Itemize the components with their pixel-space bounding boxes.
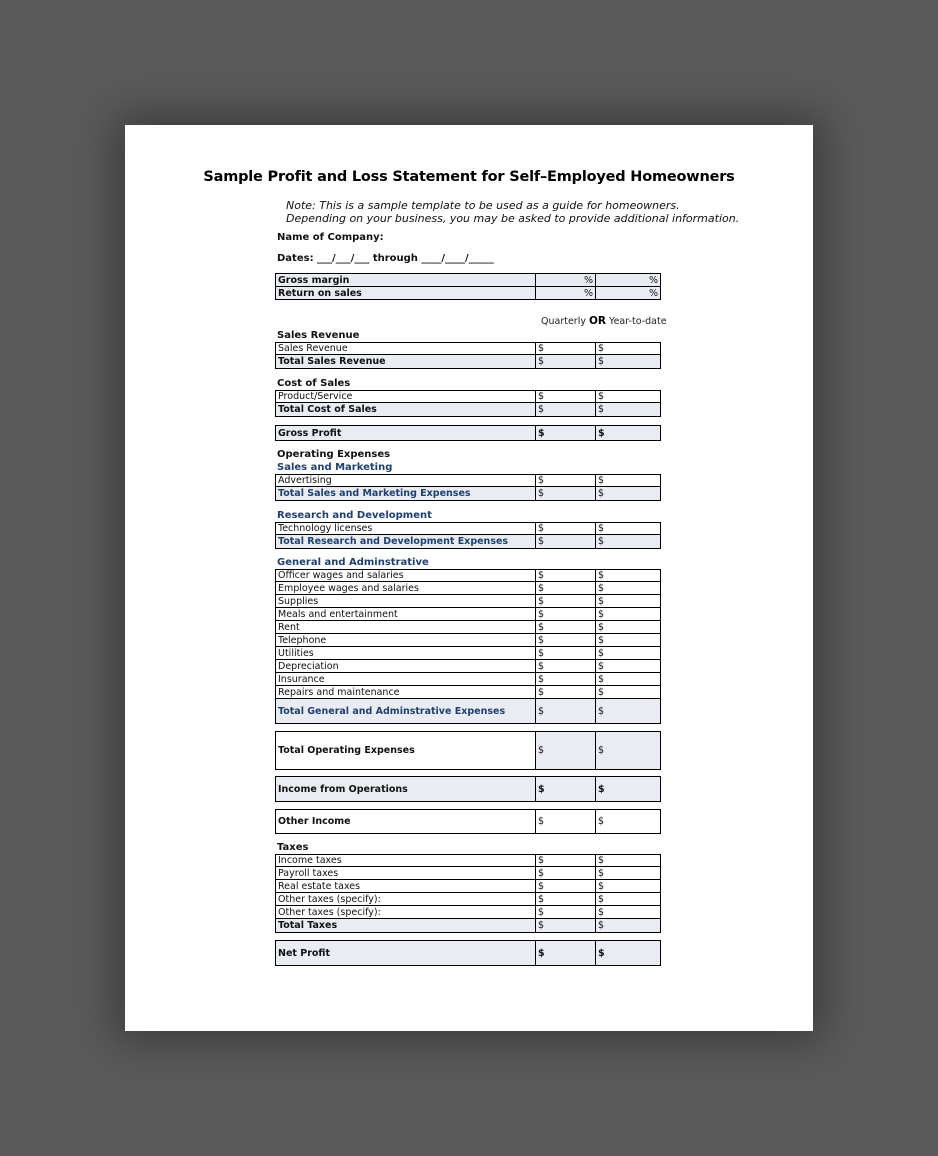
- row-label: Total Sales and Marketing Expenses: [278, 488, 471, 499]
- table-row: [275, 867, 661, 880]
- row-label: Sales Revenue: [278, 343, 348, 354]
- quarterly-cell[interactable]: $: [535, 893, 595, 905]
- total-row-research: [275, 535, 661, 549]
- quarterly-cell[interactable]: $: [535, 732, 595, 769]
- ytd-cell[interactable]: $: [595, 880, 660, 892]
- row-label: Payroll taxes: [278, 867, 339, 879]
- total-row-sales-revenue: [275, 355, 661, 369]
- ratio-row-return-on-sales: [275, 287, 661, 300]
- ytd-cell[interactable]: $: [595, 582, 660, 594]
- column-headers: [541, 315, 667, 327]
- quarterly-cell[interactable]: $: [535, 867, 595, 879]
- row-label: Total Sales Revenue: [278, 356, 386, 367]
- row-label: Total Cost of Sales: [278, 404, 377, 415]
- quarterly-cell[interactable]: $: [535, 475, 595, 486]
- table-row: [275, 474, 661, 487]
- table-row: [275, 854, 661, 867]
- quarterly-cell[interactable]: $: [535, 699, 595, 723]
- total-row-general-admin: [275, 699, 661, 724]
- row-label: Other taxes (specify):: [278, 906, 381, 918]
- table-row: [275, 342, 661, 355]
- ytd-cell[interactable]: $: [595, 686, 660, 698]
- ytd-cell[interactable]: $: [595, 570, 660, 581]
- ratio-ytd-cell[interactable]: %: [595, 274, 660, 286]
- ytd-cell[interactable]: $: [595, 777, 660, 801]
- row-label: Total General and Adminstrative Expenses: [278, 705, 506, 717]
- quarterly-cell[interactable]: $: [535, 855, 595, 866]
- table-row: [275, 686, 661, 699]
- quarterly-cell[interactable]: $: [535, 355, 595, 368]
- total-row-cost-of-sales: [275, 403, 661, 417]
- quarterly-cell[interactable]: $: [535, 919, 595, 932]
- ytd-cell[interactable]: $: [595, 535, 660, 548]
- section-heading-general-admin: General and Adminstrative: [277, 557, 429, 568]
- quarterly-cell[interactable]: $: [535, 487, 595, 500]
- quarterly-cell[interactable]: $: [535, 810, 595, 833]
- other-income-row: [275, 809, 661, 834]
- quarterly-cell[interactable]: $: [535, 906, 595, 918]
- row-label: Income taxes: [278, 855, 342, 866]
- ytd-cell[interactable]: $: [595, 608, 660, 620]
- ytd-cell[interactable]: $: [595, 343, 660, 354]
- row-label: Other Income: [278, 816, 351, 827]
- section-heading-research: Research and Development: [277, 510, 432, 521]
- table-row: [275, 880, 661, 893]
- ytd-header: Year-to-date: [609, 316, 667, 327]
- quarterly-cell[interactable]: $: [535, 570, 595, 581]
- quarterly-cell[interactable]: $: [535, 777, 595, 801]
- ytd-cell[interactable]: $: [595, 355, 660, 368]
- row-label: Meals and entertainment: [278, 608, 398, 620]
- ratio-label: Return on sales: [278, 287, 362, 299]
- ytd-cell[interactable]: $: [595, 426, 660, 440]
- net-profit-row: [275, 940, 661, 966]
- table-row: [275, 906, 661, 919]
- ytd-cell[interactable]: $: [595, 487, 660, 500]
- section-heading-sales-marketing: Sales and Marketing: [277, 462, 393, 473]
- quarterly-cell[interactable]: $: [535, 523, 595, 534]
- ytd-cell[interactable]: $: [595, 673, 660, 685]
- section-heading-cost-of-sales: Cost of Sales: [277, 378, 351, 389]
- ytd-cell[interactable]: $: [595, 919, 660, 932]
- quarterly-cell[interactable]: $: [535, 621, 595, 633]
- table-row: [275, 673, 661, 686]
- row-label: Rent: [278, 621, 300, 633]
- quarterly-cell[interactable]: $: [535, 595, 595, 607]
- gross-profit-row: [275, 425, 661, 441]
- row-label: Utilities: [278, 647, 314, 659]
- row-label: Advertising: [278, 475, 332, 486]
- row-label: Gross Profit: [278, 427, 342, 439]
- quarterly-cell[interactable]: $: [535, 634, 595, 646]
- quarterly-cell[interactable]: $: [535, 535, 595, 548]
- ytd-cell[interactable]: $: [595, 906, 660, 918]
- note-line-2: Depending on your business, you may be asked to provide additional information.: [286, 212, 740, 225]
- section-heading-taxes: Taxes: [277, 842, 309, 853]
- ytd-cell[interactable]: $: [595, 855, 660, 866]
- row-label: Real estate taxes: [278, 880, 361, 892]
- quarterly-cell[interactable]: $: [535, 941, 595, 965]
- row-label: Product/Service: [278, 391, 353, 402]
- ytd-cell[interactable]: $: [595, 647, 660, 659]
- quarterly-cell[interactable]: $: [535, 582, 595, 594]
- section-heading-operating-expenses: Operating Expenses: [277, 449, 391, 460]
- quarterly-header: Quarterly: [541, 316, 586, 327]
- table-row: [275, 522, 661, 535]
- quarterly-cell[interactable]: $: [535, 686, 595, 698]
- row-label: Depreciation: [278, 660, 339, 672]
- row-label: Officer wages and salaries: [278, 570, 404, 581]
- table-row: [275, 569, 661, 582]
- row-label: Total Taxes: [278, 920, 338, 931]
- table-row: [275, 634, 661, 647]
- ytd-cell[interactable]: $: [595, 732, 660, 769]
- quarterly-cell[interactable]: $: [535, 673, 595, 685]
- quarterly-cell[interactable]: $: [535, 343, 595, 354]
- ytd-cell[interactable]: $: [595, 523, 660, 534]
- ytd-cell[interactable]: $: [595, 660, 660, 672]
- table-row: [275, 582, 661, 595]
- section-heading-sales-revenue: Sales Revenue: [277, 330, 360, 341]
- or-header: OR: [589, 315, 607, 327]
- document-page: [125, 125, 813, 1031]
- ytd-cell[interactable]: $: [595, 810, 660, 833]
- row-label: Supplies: [278, 595, 319, 607]
- ratio-row-gross-margin: [275, 273, 661, 287]
- ytd-cell[interactable]: $: [595, 403, 660, 416]
- ratio-label: Gross margin: [278, 274, 350, 286]
- row-label: Other taxes (specify):: [278, 893, 381, 905]
- ytd-cell[interactable]: $: [595, 391, 660, 402]
- ratio-quarterly-cell[interactable]: %: [535, 274, 595, 286]
- row-label: Net Profit: [278, 947, 330, 959]
- ytd-cell[interactable]: $: [595, 621, 660, 633]
- quarterly-cell[interactable]: $: [535, 403, 595, 416]
- quarterly-cell[interactable]: $: [535, 660, 595, 672]
- ytd-cell[interactable]: $: [595, 699, 660, 723]
- total-row-taxes: [275, 919, 661, 933]
- ytd-cell[interactable]: $: [595, 475, 660, 486]
- ytd-cell[interactable]: $: [595, 893, 660, 905]
- table-row: [275, 390, 661, 403]
- row-label: Technology licenses: [278, 523, 373, 534]
- income-from-operations-row: [275, 776, 661, 802]
- total-row-sales-marketing: [275, 487, 661, 501]
- ytd-cell[interactable]: $: [595, 941, 660, 965]
- company-label: Name of Company:: [277, 232, 384, 243]
- ytd-cell[interactable]: $: [595, 595, 660, 607]
- quarterly-cell[interactable]: $: [535, 880, 595, 892]
- row-label: Repairs and maintenance: [278, 686, 400, 698]
- note-line-1: Note: This is a sample template to be used as a guide for homeowners.: [286, 199, 680, 212]
- ytd-cell[interactable]: $: [595, 634, 660, 646]
- ratio-ytd-cell[interactable]: %: [595, 287, 660, 299]
- total-operating-expenses-row: [275, 731, 661, 770]
- table-row: [275, 647, 661, 660]
- row-label: Telephone: [278, 634, 327, 646]
- ytd-cell[interactable]: $: [595, 867, 660, 879]
- dates-line: Dates: ___/___/___ through ____/____/_____: [277, 253, 494, 264]
- table-row: [275, 595, 661, 608]
- quarterly-cell[interactable]: $: [535, 426, 595, 440]
- ratio-quarterly-cell[interactable]: %: [535, 287, 595, 299]
- row-label: Employee wages and salaries: [278, 582, 419, 594]
- quarterly-cell[interactable]: $: [535, 391, 595, 402]
- table-row: [275, 660, 661, 673]
- quarterly-cell[interactable]: $: [535, 647, 595, 659]
- table-row: [275, 608, 661, 621]
- table-row: [275, 621, 661, 634]
- row-label: Total Operating Expenses: [278, 745, 415, 756]
- row-label: Insurance: [278, 673, 325, 685]
- table-row: [275, 893, 661, 906]
- document-title: Sample Profit and Loss Statement for Self–Employed Homeowners: [203, 169, 735, 185]
- quarterly-cell[interactable]: $: [535, 608, 595, 620]
- row-label: Total Research and Development Expenses: [278, 536, 509, 547]
- row-label: Income from Operations: [278, 783, 408, 795]
